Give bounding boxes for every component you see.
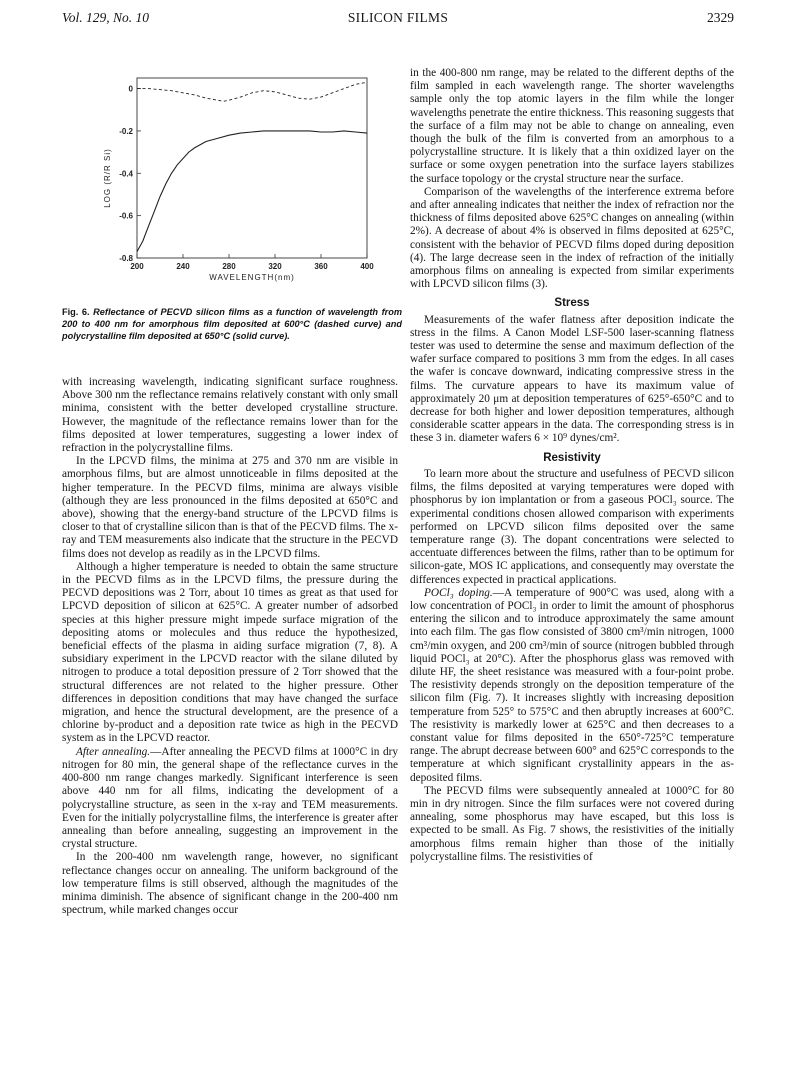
paragraph-text: Although a higher temperature is needed to obtain the same structure in the PECVD films as in the LPCVD films, the pressure during the PECVD depositions was 2 Torr, about 10 times as great as that used for LPCVD deposition of silicon at 625°C. A greater number of adsorbed species at this higher pressure might impede surface migration of the depositing atoms or molecules and thus reduce the hypothesized, beneficial effects of the plasma in aiding surface migration (7, 8). A subsidiary experiment in the LPCVD reactor with the silane diluted by nitrogen to produce a total deposition pressure of 2 Torr showed that the structural differences are not related to the higher pressure. Other differences in deposition conditions that may have changed the surface migration, and hence the structural development, are the presence of a chlorine by-product and a deposition rate twice as high in the PECVD system as in the LPCVD reactor.	[62, 560, 398, 745]
figure-caption	[62, 306, 402, 343]
y-tick-label: -0.4	[119, 169, 133, 179]
y-tick-label: -0.2	[119, 126, 133, 136]
body-paragraph	[62, 746, 398, 852]
body-paragraph	[410, 314, 734, 446]
page-number: 2329	[707, 10, 734, 25]
y-tick-label: 0	[128, 84, 133, 94]
run-in-heading: POCl₃ doping.	[424, 586, 493, 599]
running-title: SILICON FILMS	[347, 10, 449, 25]
paragraph-text: with increasing wavelength, indicating significant surface roughness. Above 300 nm the reflectance remains relatively constant with only small minima, consistent with the better developed crystalline structure. However, the magnitude of the reflectance remains lower than for the films deposited at lower temperatures, suggesting a lower index of refraction in the polycrystalline films.	[62, 376, 398, 455]
paragraph-text: in the 400-800 nm range, may be related to the different depths of the film sampled in each wavelength range. The shorter wavelengths sample only the top atomic layers in the film while the longer wavelengths penetrate the entire thickness. This reasoning suggests that the surface of a film may not be able to change on annealing, even though the bulk of the film is converted from an amorphous to a polycrystalline structure. It is likely that a thin oxidized layer on the surface or some oxygen penetration into the surface layers stabilizes the surface topology or the crystal structure near the surface.	[410, 67, 734, 185]
section-heading: Resistivity	[543, 451, 601, 464]
body-paragraph	[62, 561, 398, 746]
paragraph-text: In the LPCVD films, the minima at 275 and 370 nm are visible in amorphous films, but are almost unnoticeable in films deposited at the higher temperature. In the PECVD films, minima are always visible (although they are less pronounced in the films deposited at 650°C and above), showing that the energy-band structure of the LPCVD films is closer to that of crystalline silicon than is that of the PECVD films. The x-ray and TEM measurements also indicate that the structure in the PECVD films does not develop as readily as in the LPCVD films.	[62, 455, 398, 560]
x-axis-label: WAVELENGTH(nm)	[209, 273, 295, 282]
paragraph-text: To learn more about the structure and usefulness of PECVD silicon films, the films deposited at varying temperatures were doped with phosphorus by ion implantation or from a gaseous POCl₃ source. The experimental conditions chosen allowed comparison with experiments performed on LPCVD silicon films deposited over the same temperature range (3). The dopant concentrations were selected to accentuate differences between the films, rather than to be optimum for silicon-gate, MOS IC applications, and consequently may overstate the differences expected in practical applications.	[410, 467, 734, 586]
right-column	[410, 67, 734, 864]
x-tick-label: 320	[268, 262, 282, 271]
amorphous-dashed-curve	[137, 82, 367, 101]
body-paragraph	[62, 376, 398, 455]
y-tick-label: -0.8	[119, 254, 133, 263]
figure-caption-text: Reflectance of PECVD silicon films as a function of wavelength from 200 to 400 nm for amorphous film deposited at 600°C (dashed curve) and polycrystalline film deposited at 650°C (solid curve).	[62, 307, 403, 342]
body-paragraph	[62, 851, 398, 917]
body-paragraph	[410, 468, 734, 587]
body-paragraph	[410, 785, 734, 864]
left-column	[62, 376, 398, 917]
body-paragraph	[410, 67, 734, 186]
volume-issue: Vol. 129, No. 10	[62, 10, 150, 25]
x-tick-label: 280	[222, 262, 236, 271]
run-in-heading: After annealing.	[76, 745, 151, 758]
paragraph-text: In the 200-400 nm wavelength range, however, no significant reflectance changes occur on annealing. The uniform background of the low temperature films is still observed, although the magnitudes of the minima diminish. The absence of significant change in the 200-400 nm spectrum, while marked changes occur	[62, 851, 398, 917]
figure-label: Fig. 6.	[62, 307, 90, 317]
body-paragraph	[410, 587, 734, 785]
paragraph-text: The PECVD films were subsequently annealed at 1000°C for 80 min in dry nitrogen. Since the film surfaces were not covered during annealing, some phosphorus may have escaped, but this loss is expected to be small. As Fig. 7 shows, the resistivities of the initially amorphous films remain higher than those of the initially polycrystalline films. The resistivities of	[410, 784, 734, 863]
y-tick-label: -0.6	[119, 211, 133, 221]
paragraph-text: Comparison of the wavelengths of the interference extrema before and after annealing indicates that neither the index of refraction nor the thickness of films deposited above 625°C changes on annealing (within 2%). A decrease of about 4% is observed in films deposited at 625°C, consistent with the behavior of PECVD films doped during deposition (4). The large decrease seen in the index of refraction of the initially amorphous films on annealing is expected from similar experiments with LPCVD silicon films (3).	[410, 185, 734, 291]
y-axis-label: LOG (R/R Si)	[103, 148, 112, 208]
running-header	[62, 10, 734, 30]
paragraph-text: —A temperature of 900°C was used, along with a low concentration of POCl₃ in order to limit the amount of phosphorus entering the silicon and to introduce approximately the same amount into each film. The gas flow consisted of 3800 cm³/min nitrogen, 1000 cm³/min oxygen, and 200 cm³/min of source (nitrogen bubbled through liquid POCl₃ at 20°C). After the phosphorus glass was removed with dilute HF, the sheet resistance was measured with a four-point probe. The resistivity depends strongly on the deposition temperature of the silicon film (Fig. 7). It increases slightly with increasing deposition temperature from 525° to 575°C and then abruptly increases at 600°C. The resistivity is markedly lower at 625°C and then decreases to a constant value for films deposited in the 650°-725°C temperature range. The abrupt decrease between 600° and 625°C corresponds to the temperature at which significant crystallinity appears in the as-deposited films.	[410, 586, 734, 784]
x-tick-label: 400	[360, 262, 374, 271]
body-paragraph	[62, 455, 398, 561]
paragraph-text: Measurements of the wafer flatness after deposition indicate the stress in the films. A Canon Model LSF-500 laser-scanning flatness tester was used to determine the sense and maximum deflection of the wafer surface compared to positions 3 mm from the edges. In all cases the wafer is concave downward, indicating compressive stress in the films. The curvature appears to have its maximum value of approximately 20 μm at deposition temperatures of 625°-650°C and to decrease for both higher and lower deposition temperatures, although considerable scatter appears in the data. The corresponding stress is in these 3 in. diameter wafers 6 × 10⁹ dynes/cm².	[410, 313, 734, 445]
body-paragraph	[410, 186, 734, 292]
paragraph-text: —After annealing the PECVD films at 1000°C in dry nitrogen for 80 min, the general shape of the reflectance curves in the 400-800 nm range changes markedly. Significant interference is seen above 440 nm for all films, indicating the development of a polycrystalline structure, as seen in the x-ray and TEM measurements. Even for the initially polycrystalline films, the interference is greater after annealing than before annealing, suggesting an improvement in the crystal structure.	[62, 745, 399, 851]
figure-6	[62, 70, 402, 370]
x-tick-label: 240	[176, 262, 190, 271]
x-tick-label: 360	[314, 262, 328, 271]
reflectance-chart	[62, 70, 402, 300]
section-heading: Stress	[554, 297, 590, 310]
polycrystalline-solid-curve	[137, 131, 367, 252]
plot-frame	[137, 78, 367, 258]
x-tick-label: 200	[130, 262, 144, 271]
